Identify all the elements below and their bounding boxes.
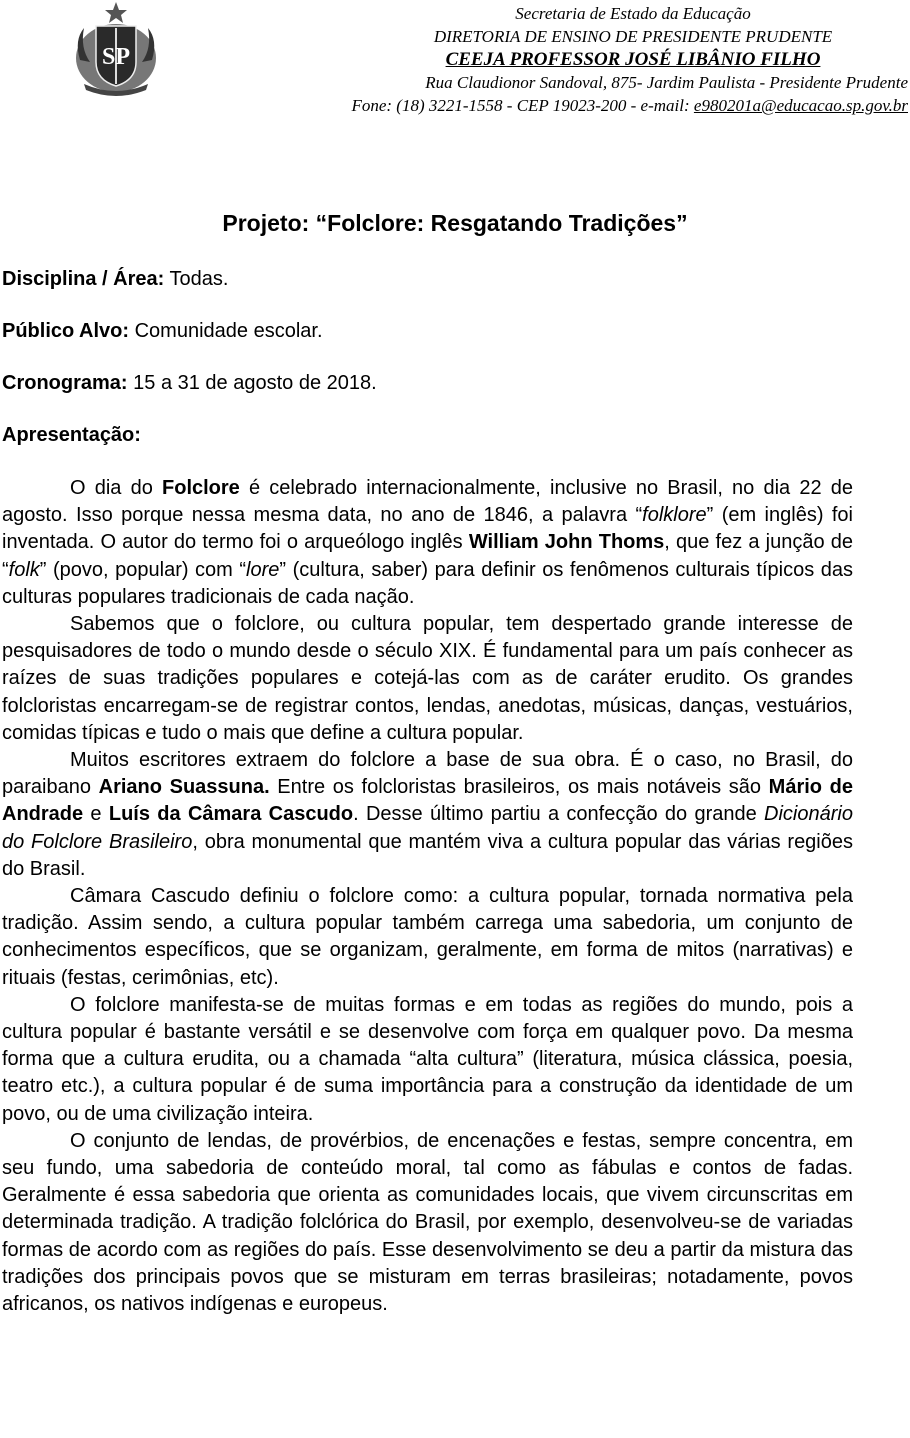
disciplina-label: Disciplina / Área: [2,268,165,290]
italic-run: Dicionário do Folclore Brasileiro [2,803,853,853]
bold-run: Mário de Andrade [2,776,853,826]
letterhead-school-name: CEEJA PROFESSOR JOSÉ LIBÂNIO FILHO [445,49,821,70]
letterhead-secretaria: Secretaria de Estado da Educação [515,4,751,23]
text-run: , que fez a junção de “ [2,531,853,581]
text-run: O dia do [70,477,163,499]
disciplina-value: Todas. [164,268,229,290]
text-run: , obra monumental que mantém viva a cultura popular das várias regiões do Brasil. [2,830,853,880]
paragraph [2,992,853,1128]
text-run: ” (cultura, saber) para definir os fenômenos culturais típicos das culturas populares tradicionais de cada nação. [2,558,853,608]
bold-run: Luís da Câmara Cascudo [108,803,354,826]
apresentacao-label: Apresentação: [2,424,141,446]
cronograma-line [2,370,377,396]
text-run: Sabemos que o folclore, ou cultura popular, tem despertado grande interesse de pesquisadores de todo o mundo desde o século XIX. É fundamental para um país conhecer as raízes de suas tradições populares e cotejá-las com as de caráter erudito. Os grandes folcloristas encarregam-se de registrar contos, lendas, anedotas, músicas, danças, vestuários, comidas típicas e tudo o mais que define a cultura popular. [2,613,853,744]
text-run: Entre os folcloristas brasileiros, os mais notáveis são [269,776,769,799]
publico-line [2,318,323,344]
letterhead [268,2,908,117]
letterhead-contact-text: Fone: (18) 3221-1558 - CEP 19023-200 - e-mail: [351,96,694,115]
italic-run: lore [246,558,280,581]
letterhead-address: Rua Claudionor Sandoval, 875- Jardim Paulista - Presidente Prudente [425,73,908,92]
text-run: é celebrado internacionalmente, inclusive no Brasil, no dia 22 de agosto. Isso porque nessa mesma data, no ano de 1846, a palavra “ [2,477,853,527]
bold-run: William John Thoms [468,531,665,554]
publico-label: Público Alvo: [2,320,130,342]
bold-run: Folclore [162,477,240,499]
bold-run: Ariano Suassuna. [98,776,270,799]
paragraph [2,475,853,611]
text-run: O conjunto de lendas, de provérbios, de encenações e festas, sempre concentra, em seu fundo, uma sabedoria de conteúdo moral, tal como as fábulas e contos de fadas. Geralmente é essa sabedoria que orienta as comunidades locais, que vivem circunscritas em determinada tradição. A tradição folclórica do Brasil, por exemplo, desenvolveu-se de variadas formas de acordo com as regiões do país. Esse desenvolvimento se deu a partir da mistura das tradições dos principais povos que se misturam em terras brasileiras; notadamente, povos africanos, os nativos indígenas e europeus. [2,1129,853,1316]
text-run: O folclore manifesta-se de muitas formas e em todas as regiões do mundo, pois a cultura popular é bastante versátil e se desenvolve com força em qualquer povo. Da mesma forma que a cultura erudita, ou a chamada “alta cultura” (literatura, música clássica, poesia, teatro etc.), a cultura popular é de suma importância para a construção da identidade de um povo, ou de uma civilização inteira. [2,993,853,1125]
presentation-body [2,475,853,1318]
paragraph [2,611,853,747]
page-title: Projeto: “Folclore: Resgatando Tradições” [222,210,688,236]
text-run: Câmara Cascudo definiu o folclore como: a cultura popular, tornada normativa pela tradição. Assim sendo, a cultura popular também carrega uma sabedoria, um conjunto de conhecimentos específicos, que se organizam, geralmente, em forma de mitos (narrativas) e rituais (festas, cerimônias, etc). [2,885,853,989]
email-link[interactable]: e980201a@educacao.sp.gov.br [693,96,908,115]
italic-run: folk [8,558,40,581]
text-run: . Desse último partiu a confecção do grande [353,803,765,826]
sp-coat-of-arms-icon [70,0,162,98]
paragraph [2,747,853,883]
publico-value: Comunidade escolar. [129,320,323,342]
cronograma-value: 15 a 31 de agosto de 2018. [127,372,377,394]
cronograma-label: Cronograma: [2,372,128,394]
apresentacao-heading [2,422,141,448]
text-run: e [83,803,109,826]
text-run: ” (em inglês) foi inventada. O autor do termo foi o arqueólogo inglês [2,504,854,554]
italic-run: folklore [642,504,707,527]
disciplina-line [2,266,228,292]
paragraph [2,1128,853,1318]
letterhead-contact [268,94,908,117]
seal-text: SP [101,44,131,70]
text-run: Muitos escritores extraem do folclore a base de sua obra. É o caso, no Brasil, do paraibano [2,749,853,799]
text-run: ” (povo, popular) com “ [39,558,247,581]
paragraph [2,883,853,992]
letterhead-diretoria: DIRETORIA DE ENSINO DE PRESIDENTE PRUDENTE [433,27,833,46]
